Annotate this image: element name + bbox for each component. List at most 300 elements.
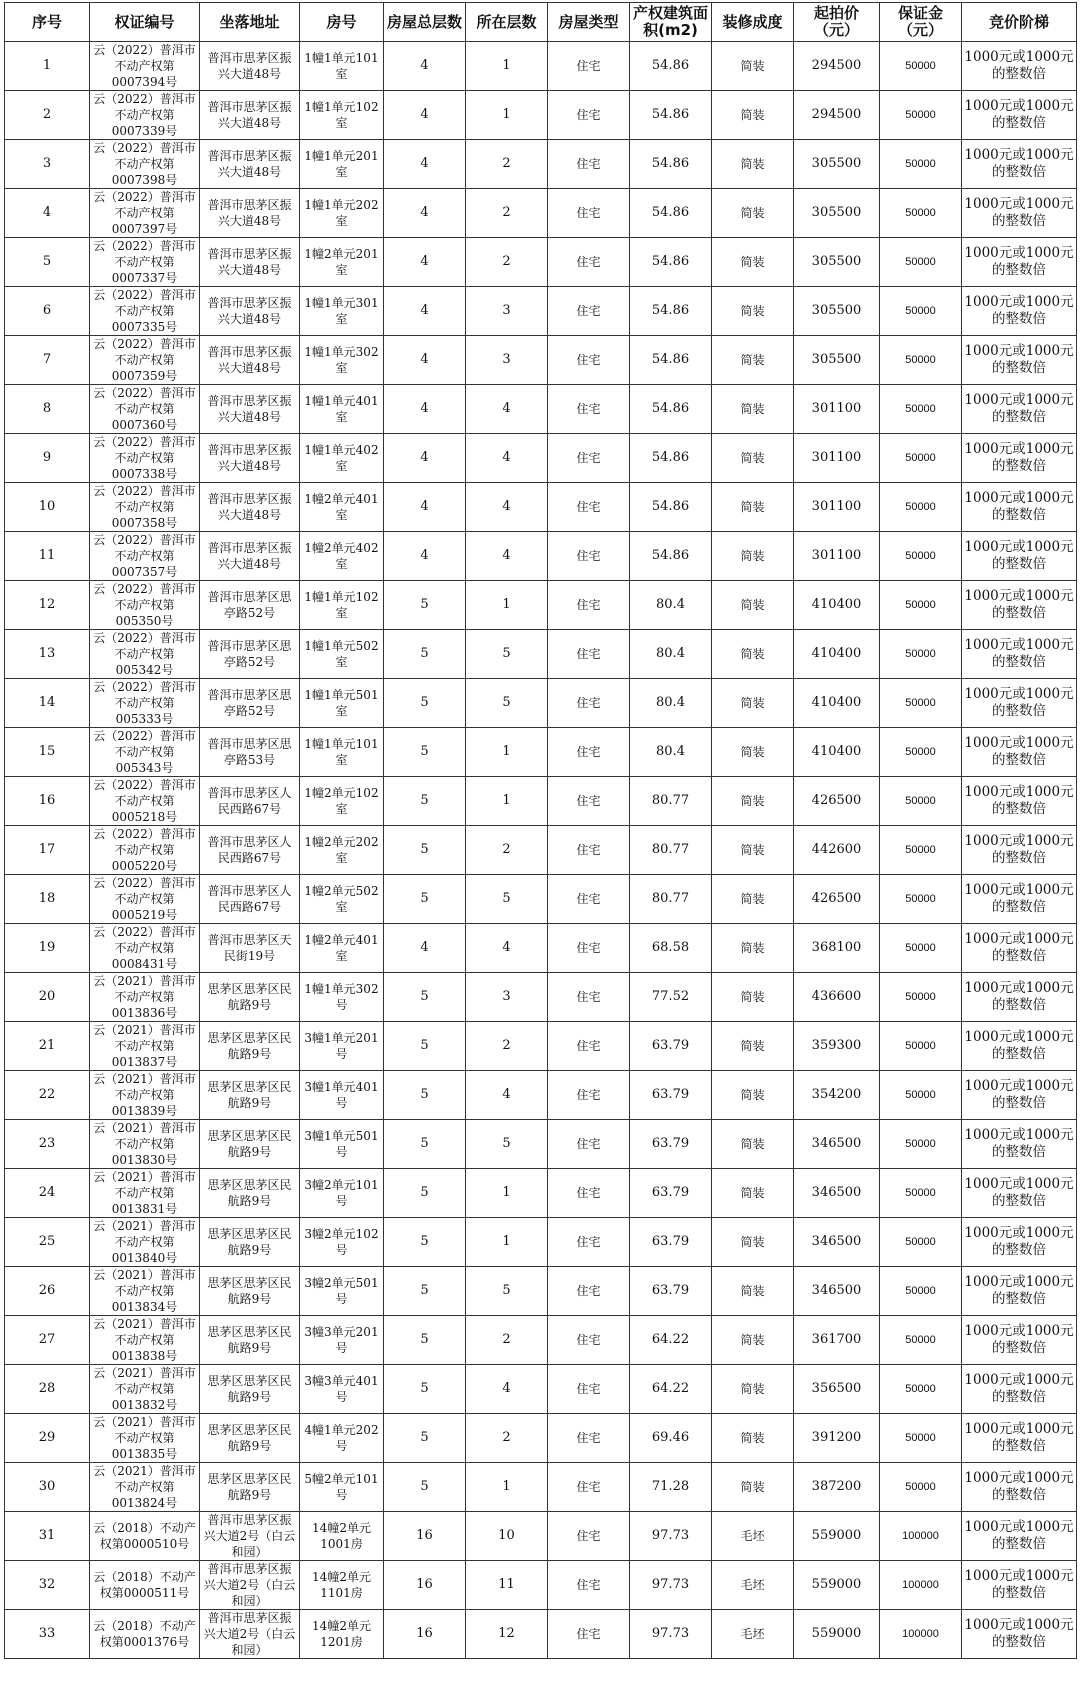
header-row [5, 3, 1077, 42]
cell-room: 14幢2单元1101房 [300, 1561, 384, 1610]
cell-address: 普洱市思茅区振兴大道48号 [200, 287, 300, 336]
cell-bid-step: 1000元或1000元的整数倍 [962, 1316, 1077, 1365]
cell-address: 普洱市思茅区振兴大道48号 [200, 140, 300, 189]
cell-start-price: 391200 [794, 1414, 880, 1463]
table-row [5, 1463, 1077, 1512]
cell-address: 普洱市思茅区思亭路52号 [200, 630, 300, 679]
cell-total-floors: 5 [384, 826, 466, 875]
cell-seq: 24 [5, 1169, 90, 1218]
cell-cert: 云（2022）普洱市不动产权第0007337号 [90, 238, 200, 287]
cell-seq: 10 [5, 483, 90, 532]
cell-seq: 16 [5, 777, 90, 826]
cell-floor: 3 [466, 336, 548, 385]
cell-type: 住宅 [548, 1267, 630, 1316]
cell-total-floors: 5 [384, 1463, 466, 1512]
cell-bid-step: 1000元或1000元的整数倍 [962, 532, 1077, 581]
cell-address: 普洱市思茅区振兴大道48号 [200, 434, 300, 483]
header-total-floors: 房屋总层数 [384, 3, 466, 42]
cell-bid-step: 1000元或1000元的整数倍 [962, 140, 1077, 189]
cell-cert: 云（2021）普洱市不动产权第0013837号 [90, 1022, 200, 1071]
cell-deposit: 50000 [880, 1463, 962, 1512]
cell-room: 1幢2单元401室 [300, 924, 384, 973]
cell-deposit: 50000 [880, 924, 962, 973]
cell-room: 1幢1单元502室 [300, 630, 384, 679]
table-row [5, 924, 1077, 973]
cell-deposit: 50000 [880, 1316, 962, 1365]
cell-start-price: 410400 [794, 728, 880, 777]
cell-address: 普洱市思茅区振兴大道48号 [200, 483, 300, 532]
cell-seq: 8 [5, 385, 90, 434]
cell-cert: 云（2022）普洱市不动产权第0008431号 [90, 924, 200, 973]
cell-type: 住宅 [548, 875, 630, 924]
cell-seq: 32 [5, 1561, 90, 1610]
cell-deposit: 50000 [880, 1414, 962, 1463]
cell-total-floors: 4 [384, 42, 466, 91]
cell-start-price: 346500 [794, 1267, 880, 1316]
cell-start-price: 305500 [794, 336, 880, 385]
cell-room: 3幢2单元501号 [300, 1267, 384, 1316]
cell-area: 54.86 [630, 483, 712, 532]
table-row [5, 1169, 1077, 1218]
cell-area: 80.4 [630, 679, 712, 728]
cell-floor: 12 [466, 1610, 548, 1659]
cell-floor: 2 [466, 140, 548, 189]
cell-room: 1幢1单元301室 [300, 287, 384, 336]
cell-address: 思茅区思茅区民航路9号 [200, 1169, 300, 1218]
cell-deposit: 50000 [880, 777, 962, 826]
cell-bid-step: 1000元或1000元的整数倍 [962, 630, 1077, 679]
cell-area: 77.52 [630, 973, 712, 1022]
cell-address: 普洱市思茅区振兴大道2号（白云和园） [200, 1561, 300, 1610]
cell-address: 思茅区思茅区民航路9号 [200, 1071, 300, 1120]
cell-area: 80.77 [630, 875, 712, 924]
cell-decoration: 简装 [712, 973, 794, 1022]
cell-floor: 5 [466, 1267, 548, 1316]
cell-type: 住宅 [548, 287, 630, 336]
cell-total-floors: 5 [384, 630, 466, 679]
cell-cert: 云（2021）普洱市不动产权第0013836号 [90, 973, 200, 1022]
cell-bid-step: 1000元或1000元的整数倍 [962, 1267, 1077, 1316]
cell-floor: 5 [466, 875, 548, 924]
cell-room: 1幢2单元102室 [300, 777, 384, 826]
cell-floor: 2 [466, 238, 548, 287]
cell-type: 住宅 [548, 91, 630, 140]
cell-seq: 19 [5, 924, 90, 973]
cell-bid-step: 1000元或1000元的整数倍 [962, 1218, 1077, 1267]
cell-total-floors: 5 [384, 1169, 466, 1218]
cell-start-price: 346500 [794, 1218, 880, 1267]
table-row [5, 189, 1077, 238]
cell-total-floors: 4 [384, 189, 466, 238]
cell-address: 普洱市思茅区振兴大道48号 [200, 42, 300, 91]
cell-type: 住宅 [548, 1218, 630, 1267]
cell-floor: 2 [466, 1316, 548, 1365]
cell-total-floors: 5 [384, 875, 466, 924]
cell-cert: 云（2021）普洱市不动产权第0013838号 [90, 1316, 200, 1365]
cell-type: 住宅 [548, 238, 630, 287]
cell-address: 思茅区思茅区民航路9号 [200, 1414, 300, 1463]
cell-cert: 云（2022）普洱市不动产权第0007360号 [90, 385, 200, 434]
cell-type: 住宅 [548, 1120, 630, 1169]
cell-room: 3幢3单元201号 [300, 1316, 384, 1365]
table-row [5, 1610, 1077, 1659]
cell-deposit: 50000 [880, 875, 962, 924]
cell-bid-step: 1000元或1000元的整数倍 [962, 189, 1077, 238]
cell-cert: 云（2021）普洱市不动产权第0013831号 [90, 1169, 200, 1218]
cell-start-price: 346500 [794, 1169, 880, 1218]
cell-bid-step: 1000元或1000元的整数倍 [962, 826, 1077, 875]
cell-total-floors: 5 [384, 1365, 466, 1414]
header-bid-step: 竞价阶梯 [962, 3, 1077, 42]
cell-address: 普洱市思茅区人民西路67号 [200, 875, 300, 924]
cell-deposit: 100000 [880, 1610, 962, 1659]
cell-type: 住宅 [548, 728, 630, 777]
cell-area: 80.4 [630, 581, 712, 630]
cell-decoration: 毛坯 [712, 1512, 794, 1561]
cell-cert: 云（2022）普洱市不动产权第0007339号 [90, 91, 200, 140]
table-row [5, 1365, 1077, 1414]
cell-cert: 云（2021）普洱市不动产权第0013834号 [90, 1267, 200, 1316]
cell-seq: 1 [5, 42, 90, 91]
cell-decoration: 简装 [712, 189, 794, 238]
cell-decoration: 简装 [712, 875, 794, 924]
cell-decoration: 毛坯 [712, 1561, 794, 1610]
cell-start-price: 294500 [794, 91, 880, 140]
cell-decoration: 简装 [712, 581, 794, 630]
cell-bid-step: 1000元或1000元的整数倍 [962, 238, 1077, 287]
cell-seq: 31 [5, 1512, 90, 1561]
cell-seq: 28 [5, 1365, 90, 1414]
cell-cert: 云（2021）普洱市不动产权第0013840号 [90, 1218, 200, 1267]
cell-floor: 4 [466, 532, 548, 581]
cell-area: 54.86 [630, 287, 712, 336]
cell-type: 住宅 [548, 1022, 630, 1071]
cell-area: 97.73 [630, 1561, 712, 1610]
cell-bid-step: 1000元或1000元的整数倍 [962, 434, 1077, 483]
cell-decoration: 简装 [712, 826, 794, 875]
cell-room: 1幢1单元402室 [300, 434, 384, 483]
cell-seq: 5 [5, 238, 90, 287]
cell-type: 住宅 [548, 1561, 630, 1610]
cell-start-price: 294500 [794, 42, 880, 91]
cell-bid-step: 1000元或1000元的整数倍 [962, 287, 1077, 336]
cell-cert: 云（2021）普洱市不动产权第0013832号 [90, 1365, 200, 1414]
cell-floor: 1 [466, 42, 548, 91]
cell-decoration: 简装 [712, 1120, 794, 1169]
header-floor: 所在层数 [466, 3, 548, 42]
cell-decoration: 简装 [712, 1463, 794, 1512]
cell-address: 普洱市思茅区振兴大道48号 [200, 385, 300, 434]
cell-address: 普洱市思茅区振兴大道48号 [200, 336, 300, 385]
cell-total-floors: 5 [384, 728, 466, 777]
cell-total-floors: 4 [384, 287, 466, 336]
cell-deposit: 100000 [880, 1561, 962, 1610]
cell-address: 思茅区思茅区民航路9号 [200, 1463, 300, 1512]
cell-seq: 33 [5, 1610, 90, 1659]
cell-area: 63.79 [630, 1022, 712, 1071]
cell-bid-step: 1000元或1000元的整数倍 [962, 1512, 1077, 1561]
cell-room: 3幢1单元401号 [300, 1071, 384, 1120]
cell-room: 1幢1单元401室 [300, 385, 384, 434]
cell-seq: 22 [5, 1071, 90, 1120]
cell-area: 63.79 [630, 1071, 712, 1120]
cell-room: 1幢1单元302室 [300, 336, 384, 385]
table-row [5, 630, 1077, 679]
table-row [5, 238, 1077, 287]
table-row [5, 1561, 1077, 1610]
cell-area: 63.79 [630, 1218, 712, 1267]
cell-floor: 1 [466, 581, 548, 630]
cell-area: 54.86 [630, 336, 712, 385]
cell-seq: 12 [5, 581, 90, 630]
table-row [5, 826, 1077, 875]
cell-deposit: 50000 [880, 826, 962, 875]
cell-address: 普洱市思茅区天民街19号 [200, 924, 300, 973]
cell-room: 5幢2单元101号 [300, 1463, 384, 1512]
table-row [5, 1218, 1077, 1267]
cell-cert: 云（2018）不动产权第0000511号 [90, 1561, 200, 1610]
cell-seq: 14 [5, 679, 90, 728]
cell-bid-step: 1000元或1000元的整数倍 [962, 875, 1077, 924]
cell-type: 住宅 [548, 1071, 630, 1120]
cell-type: 住宅 [548, 434, 630, 483]
cell-area: 64.22 [630, 1316, 712, 1365]
table-row [5, 42, 1077, 91]
table-row [5, 1414, 1077, 1463]
cell-seq: 9 [5, 434, 90, 483]
cell-cert: 云（2022）普洱市不动产权第0007335号 [90, 287, 200, 336]
cell-room: 1幢1单元201室 [300, 140, 384, 189]
cell-floor: 5 [466, 679, 548, 728]
cell-cert: 云（2022）普洱市不动产权第0005218号 [90, 777, 200, 826]
cell-bid-step: 1000元或1000元的整数倍 [962, 924, 1077, 973]
cell-total-floors: 5 [384, 1022, 466, 1071]
cell-start-price: 356500 [794, 1365, 880, 1414]
cell-floor: 1 [466, 1218, 548, 1267]
cell-decoration: 简装 [712, 1071, 794, 1120]
cell-bid-step: 1000元或1000元的整数倍 [962, 483, 1077, 532]
cell-floor: 2 [466, 189, 548, 238]
cell-start-price: 305500 [794, 287, 880, 336]
cell-cert: 云（2021）普洱市不动产权第0013839号 [90, 1071, 200, 1120]
cell-bid-step: 1000元或1000元的整数倍 [962, 777, 1077, 826]
cell-decoration: 简装 [712, 1316, 794, 1365]
cell-deposit: 50000 [880, 189, 962, 238]
table-row [5, 973, 1077, 1022]
cell-bid-step: 1000元或1000元的整数倍 [962, 679, 1077, 728]
cell-floor: 5 [466, 1120, 548, 1169]
cell-cert: 云（2022）普洱市不动产权第0007338号 [90, 434, 200, 483]
cell-seq: 15 [5, 728, 90, 777]
cell-decoration: 简装 [712, 385, 794, 434]
cell-seq: 27 [5, 1316, 90, 1365]
cell-area: 63.79 [630, 1169, 712, 1218]
cell-decoration: 简装 [712, 1414, 794, 1463]
cell-bid-step: 1000元或1000元的整数倍 [962, 728, 1077, 777]
table-row [5, 287, 1077, 336]
cell-area: 63.79 [630, 1120, 712, 1169]
cell-area: 63.79 [630, 1267, 712, 1316]
header-cert: 权证编号 [90, 3, 200, 42]
cell-start-price: 361700 [794, 1316, 880, 1365]
cell-deposit: 50000 [880, 91, 962, 140]
cell-seq: 23 [5, 1120, 90, 1169]
cell-area: 54.86 [630, 140, 712, 189]
cell-total-floors: 4 [384, 140, 466, 189]
cell-floor: 1 [466, 777, 548, 826]
cell-room: 1幢1单元101室 [300, 728, 384, 777]
cell-cert: 云（2021）普洱市不动产权第0013830号 [90, 1120, 200, 1169]
cell-start-price: 368100 [794, 924, 880, 973]
cell-total-floors: 5 [384, 679, 466, 728]
cell-type: 住宅 [548, 1365, 630, 1414]
cell-deposit: 50000 [880, 483, 962, 532]
cell-type: 住宅 [548, 140, 630, 189]
cell-area: 54.86 [630, 42, 712, 91]
cell-decoration: 简装 [712, 630, 794, 679]
cell-total-floors: 5 [384, 1414, 466, 1463]
cell-decoration: 简装 [712, 483, 794, 532]
table-row [5, 875, 1077, 924]
cell-type: 住宅 [548, 1414, 630, 1463]
table-row [5, 1267, 1077, 1316]
cell-area: 54.86 [630, 434, 712, 483]
cell-bid-step: 1000元或1000元的整数倍 [962, 1610, 1077, 1659]
cell-start-price: 305500 [794, 140, 880, 189]
cell-total-floors: 4 [384, 532, 466, 581]
cell-start-price: 442600 [794, 826, 880, 875]
cell-deposit: 50000 [880, 287, 962, 336]
cell-room: 1幢2单元201室 [300, 238, 384, 287]
cell-deposit: 50000 [880, 630, 962, 679]
cell-address: 普洱市思茅区振兴大道2号（白云和园） [200, 1512, 300, 1561]
cell-deposit: 50000 [880, 679, 962, 728]
cell-cert: 云（2022）普洱市不动产权第0007358号 [90, 483, 200, 532]
cell-bid-step: 1000元或1000元的整数倍 [962, 336, 1077, 385]
cell-floor: 2 [466, 1414, 548, 1463]
cell-total-floors: 4 [384, 91, 466, 140]
cell-seq: 21 [5, 1022, 90, 1071]
table-row [5, 1512, 1077, 1561]
cell-decoration: 简装 [712, 1022, 794, 1071]
cell-type: 住宅 [548, 679, 630, 728]
cell-deposit: 50000 [880, 1365, 962, 1414]
cell-deposit: 50000 [880, 1071, 962, 1120]
cell-start-price: 426500 [794, 777, 880, 826]
cell-floor: 1 [466, 91, 548, 140]
table-row [5, 385, 1077, 434]
cell-deposit: 50000 [880, 336, 962, 385]
cell-address: 普洱市思茅区思亭路52号 [200, 679, 300, 728]
cell-seq: 2 [5, 91, 90, 140]
cell-start-price: 359300 [794, 1022, 880, 1071]
cell-start-price: 559000 [794, 1610, 880, 1659]
cell-bid-step: 1000元或1000元的整数倍 [962, 1169, 1077, 1218]
cell-area: 80.77 [630, 826, 712, 875]
table-row [5, 434, 1077, 483]
cell-deposit: 50000 [880, 1267, 962, 1316]
cell-total-floors: 4 [384, 385, 466, 434]
cell-type: 住宅 [548, 385, 630, 434]
cell-start-price: 301100 [794, 385, 880, 434]
cell-room: 1幢2单元402室 [300, 532, 384, 581]
cell-deposit: 50000 [880, 532, 962, 581]
cell-bid-step: 1000元或1000元的整数倍 [962, 1071, 1077, 1120]
cell-cert: 云（2021）普洱市不动产权第0013835号 [90, 1414, 200, 1463]
cell-area: 80.4 [630, 630, 712, 679]
cell-total-floors: 5 [384, 973, 466, 1022]
cell-total-floors: 16 [384, 1610, 466, 1659]
cell-deposit: 100000 [880, 1512, 962, 1561]
cell-seq: 7 [5, 336, 90, 385]
cell-address: 思茅区思茅区民航路9号 [200, 1022, 300, 1071]
cell-total-floors: 5 [384, 1218, 466, 1267]
table-row [5, 1022, 1077, 1071]
cell-room: 1幢1单元101室 [300, 42, 384, 91]
cell-total-floors: 5 [384, 1120, 466, 1169]
header-room: 房号 [300, 3, 384, 42]
cell-floor: 4 [466, 483, 548, 532]
cell-area: 64.22 [630, 1365, 712, 1414]
cell-type: 住宅 [548, 826, 630, 875]
cell-room: 3幢2单元101号 [300, 1169, 384, 1218]
cell-floor: 1 [466, 1463, 548, 1512]
cell-address: 普洱市思茅区人民西路67号 [200, 826, 300, 875]
cell-cert: 云（2022）普洱市不动产权第0007357号 [90, 532, 200, 581]
cell-deposit: 50000 [880, 238, 962, 287]
table-row [5, 336, 1077, 385]
cell-type: 住宅 [548, 777, 630, 826]
table-body [5, 42, 1077, 1659]
cell-decoration: 毛坯 [712, 1610, 794, 1659]
cell-deposit: 50000 [880, 434, 962, 483]
cell-room: 3幢3单元401号 [300, 1365, 384, 1414]
cell-floor: 4 [466, 924, 548, 973]
property-table [4, 2, 1077, 1659]
cell-decoration: 简装 [712, 679, 794, 728]
cell-total-floors: 16 [384, 1561, 466, 1610]
cell-floor: 1 [466, 1169, 548, 1218]
cell-floor: 11 [466, 1561, 548, 1610]
cell-bid-step: 1000元或1000元的整数倍 [962, 1365, 1077, 1414]
cell-area: 54.86 [630, 91, 712, 140]
cell-address: 普洱市思茅区人民西路67号 [200, 777, 300, 826]
cell-decoration: 简装 [712, 434, 794, 483]
cell-total-floors: 5 [384, 1267, 466, 1316]
cell-seq: 20 [5, 973, 90, 1022]
cell-total-floors: 4 [384, 434, 466, 483]
cell-seq: 11 [5, 532, 90, 581]
cell-start-price: 301100 [794, 532, 880, 581]
cell-type: 住宅 [548, 581, 630, 630]
cell-bid-step: 1000元或1000元的整数倍 [962, 91, 1077, 140]
cell-bid-step: 1000元或1000元的整数倍 [962, 581, 1077, 630]
cell-cert: 云（2022）普洱市不动产权第0005219号 [90, 875, 200, 924]
table-row [5, 532, 1077, 581]
cell-cert: 云（2022）普洱市不动产权第005342号 [90, 630, 200, 679]
header-seq: 序号 [5, 3, 90, 42]
cell-address: 思茅区思茅区民航路9号 [200, 1120, 300, 1169]
cell-bid-step: 1000元或1000元的整数倍 [962, 1561, 1077, 1610]
cell-start-price: 387200 [794, 1463, 880, 1512]
cell-room: 14幢2单元1001房 [300, 1512, 384, 1561]
cell-type: 住宅 [548, 42, 630, 91]
cell-total-floors: 4 [384, 924, 466, 973]
cell-room: 1幢1单元202室 [300, 189, 384, 238]
cell-area: 54.86 [630, 532, 712, 581]
cell-cert: 云（2022）普洱市不动产权第0007394号 [90, 42, 200, 91]
cell-area: 69.46 [630, 1414, 712, 1463]
